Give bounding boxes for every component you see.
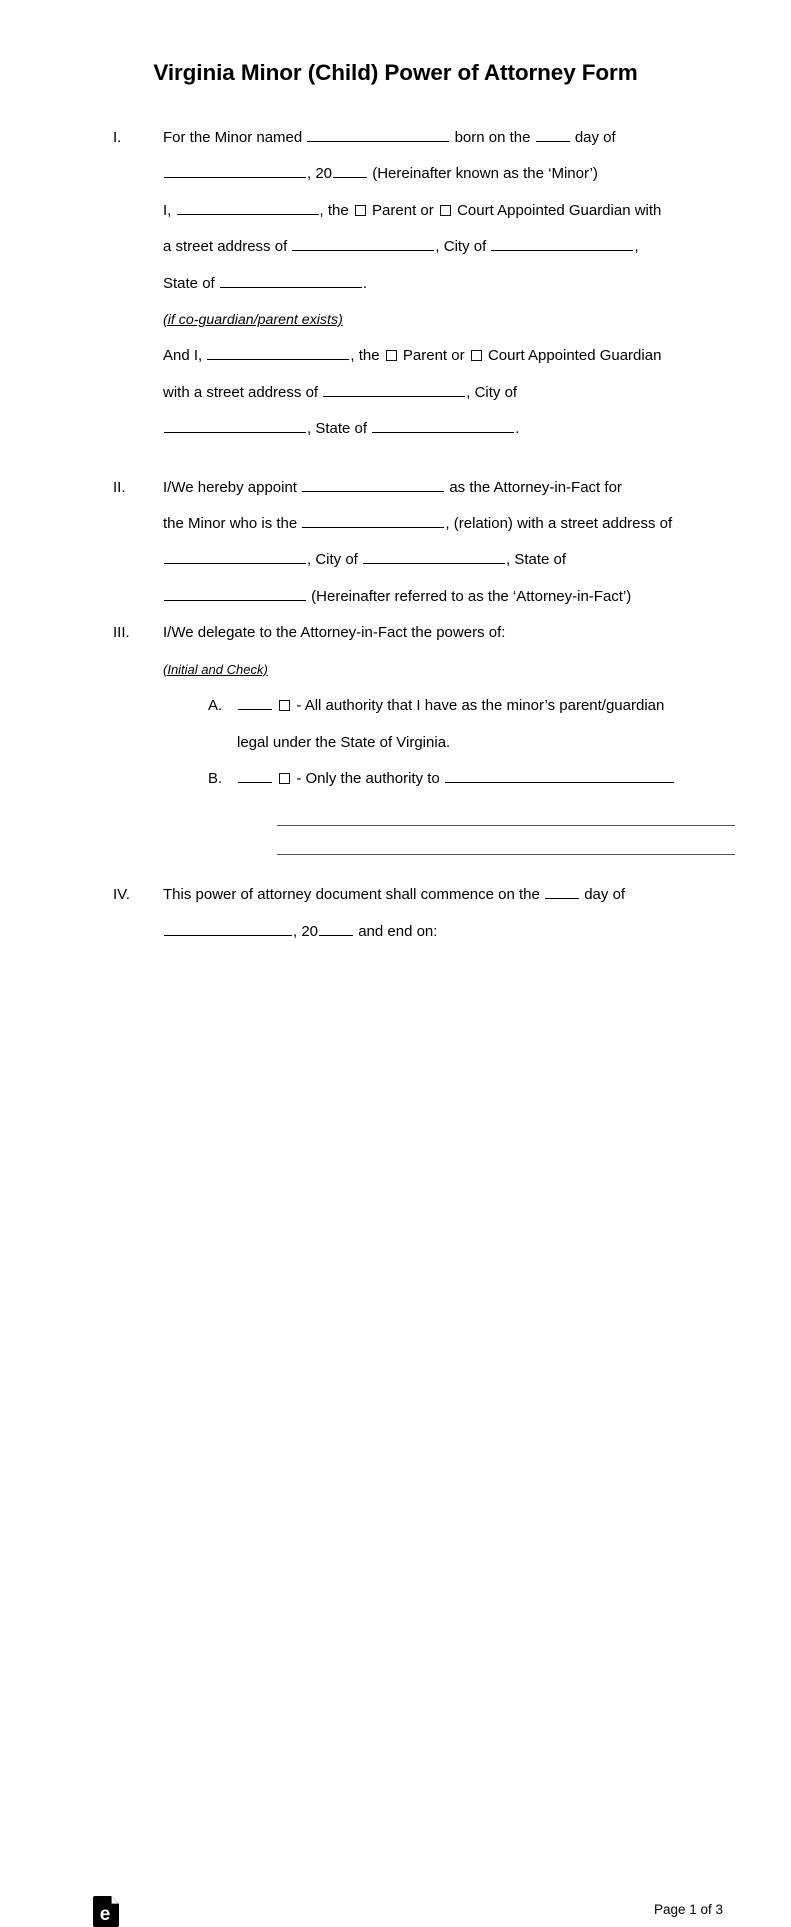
year-prefix-label: , 20: [307, 165, 333, 183]
minor-who-is-label: the Minor who is the: [163, 515, 298, 533]
co-parent-checkbox[interactable]: [386, 350, 397, 361]
power-b-description-blank-3[interactable]: [277, 854, 735, 855]
co-principal-name-blank[interactable]: [207, 345, 349, 360]
commence-year-blank[interactable]: [319, 921, 353, 936]
clause-iv-line-1: [163, 877, 721, 913]
relation-blank[interactable]: [302, 513, 444, 528]
power-a-text-2: legal under the State of Virginia.: [237, 733, 451, 751]
clause-iii-line-1: [163, 615, 721, 651]
as-attorney-in-fact-label: as the Attorney-in-Fact for: [449, 478, 622, 496]
power-b-checkbox[interactable]: [279, 773, 290, 784]
city-label-3: , City of: [307, 551, 358, 569]
aif-state-blank[interactable]: [164, 586, 306, 601]
aif-street-blank[interactable]: [164, 549, 306, 564]
clause-ii-line-3: [163, 542, 721, 578]
year-prefix-label-2: , 20: [293, 922, 319, 940]
principal-name-blank[interactable]: [177, 200, 319, 215]
power-a-initial-blank[interactable]: [238, 695, 272, 710]
page-number: Page 1 of 3: [653, 1902, 723, 1917]
guardian-label-2: Court Appointed Guardian: [487, 347, 662, 365]
clause-ii: [0, 470, 791, 616]
birth-day-blank[interactable]: [536, 127, 570, 142]
page-title: Virginia Minor (Child) Power of Attorney Form: [153, 60, 638, 85]
court-appointed-guardian-checkbox[interactable]: [440, 205, 451, 216]
clause-i: [0, 120, 791, 448]
street-address-label-2: with a street address of: [163, 383, 319, 401]
clause-gap-2: [0, 855, 791, 877]
delegate-powers-label: I/We delegate to the Attorney-in-Fact the powers of:: [163, 624, 506, 642]
clause-ii-body: [163, 470, 721, 616]
clause-i-line-8: [163, 411, 721, 447]
principal-i-label: I,: [163, 201, 172, 219]
clause-iv-body: [163, 877, 721, 950]
power-b-initial-blank[interactable]: [238, 768, 272, 783]
state-label-1: State of: [163, 274, 215, 292]
principal-city-blank[interactable]: [491, 236, 633, 251]
clause-ii-line-4: [163, 579, 721, 615]
initial-and-check-note: (Initial and Check): [163, 661, 268, 677]
dash-b: -: [296, 769, 302, 787]
comma-label-1: ,: [634, 238, 639, 256]
clause-ii-line-2: [163, 506, 721, 542]
power-option-a-label: A.: [208, 697, 223, 715]
power-a-checkbox[interactable]: [279, 700, 290, 711]
minor-named-label: For the Minor named: [163, 129, 303, 146]
power-option-a-body: [237, 688, 721, 761]
clause-i-line-4: [163, 229, 721, 265]
clause-i-line-5: [163, 266, 721, 302]
power-a-text-1: All authority that I have as the minor’s parent/guardian: [304, 697, 665, 715]
aif-city-blank[interactable]: [363, 549, 505, 564]
period-label-1: .: [362, 274, 368, 292]
city-label-2: , City of: [466, 383, 518, 401]
co-guardian-note-row: [163, 302, 721, 338]
clause-i-numeral: I.: [113, 129, 122, 146]
clause-gap-1: [0, 448, 791, 470]
power-b-text-1: Only the authority to: [305, 769, 440, 787]
clause-i-line-7: [163, 375, 721, 411]
dash-a: -: [296, 697, 302, 715]
power-option-a-line-2: [237, 725, 721, 761]
hereinafter-aif-label: (Hereinafter referred to as the ‘Attorney-in-Fact’): [311, 587, 632, 605]
clause-i-line-2: [163, 156, 721, 192]
co-principal-and-i-label: And I,: [163, 347, 203, 365]
eforms-document-logo-icon: [93, 1896, 119, 1927]
principal-street-blank[interactable]: [292, 236, 434, 251]
birth-month-blank[interactable]: [164, 163, 306, 178]
co-principal-street-blank[interactable]: [323, 382, 465, 397]
clause-iii: [0, 615, 791, 855]
day-of-label: day of: [574, 129, 616, 146]
co-principal-city-blank[interactable]: [164, 418, 306, 433]
powers-sub-list: [208, 688, 721, 855]
appoint-label: I/We hereby appoint: [163, 478, 297, 496]
commence-day-blank[interactable]: [545, 884, 579, 899]
attorney-in-fact-name-blank[interactable]: [302, 477, 444, 492]
power-option-b-body: [237, 761, 721, 797]
clause-iii-numeral: III.: [113, 624, 130, 642]
born-on-label: born on the: [454, 129, 531, 146]
birth-year-blank[interactable]: [333, 163, 367, 178]
clause-iv-numeral: IV.: [113, 886, 130, 904]
co-principal-state-blank[interactable]: [372, 418, 514, 433]
and-end-on-label: and end on:: [358, 922, 438, 940]
minor-name-blank[interactable]: [307, 127, 449, 142]
parent-checkbox[interactable]: [355, 205, 366, 216]
commence-month-blank[interactable]: [164, 921, 292, 936]
clause-i-body: [163, 120, 721, 448]
city-label-1: , City of: [435, 238, 487, 256]
clause-ii-line-1: [163, 470, 721, 506]
commence-label: This power of attorney document shall commence on the: [163, 886, 540, 904]
the-label-2: , the: [350, 347, 380, 365]
relation-label: , (relation) with a street address of: [445, 515, 673, 533]
initial-and-check-row: [163, 652, 721, 688]
page-footer: [0, 944, 791, 1925]
state-label-3: , State of: [506, 551, 567, 569]
clause-ii-numeral: II.: [113, 478, 126, 496]
guardian-label-1: Court Appointed Guardian with: [457, 201, 662, 219]
clause-i-line-3: [163, 193, 721, 229]
principal-state-blank[interactable]: [220, 273, 362, 288]
power-option-a: [208, 688, 721, 761]
clause-i-line-1: [163, 120, 721, 156]
co-guardian-note: (if co-guardian/parent exists): [163, 312, 343, 329]
logo-letter: e: [99, 1904, 111, 1925]
period-label-2: .: [515, 420, 520, 438]
power-option-b-line-1: [237, 761, 721, 797]
power-option-b-label: B.: [208, 769, 223, 787]
clause-i-line-6: [163, 338, 721, 374]
document-body: [0, 120, 791, 950]
clause-iv: [0, 877, 791, 950]
state-label-2: , State of: [307, 420, 368, 438]
day-of-label-2: day of: [584, 886, 626, 904]
hereinafter-minor-label: (Hereinafter known as the ‘Minor’): [372, 165, 598, 183]
street-address-label-1: a street address of: [163, 238, 288, 256]
power-b-description-blank-1[interactable]: [445, 768, 674, 783]
power-b-description-blank-2[interactable]: [277, 825, 735, 826]
parent-label-2: Parent or: [402, 347, 465, 365]
parent-label-1: Parent or: [372, 201, 434, 219]
clause-iii-body: [163, 615, 721, 855]
power-option-a-line-1: [237, 688, 721, 724]
co-court-appointed-guardian-checkbox[interactable]: [471, 350, 482, 361]
power-option-b: [208, 761, 721, 797]
the-label-1: , the: [319, 201, 349, 219]
